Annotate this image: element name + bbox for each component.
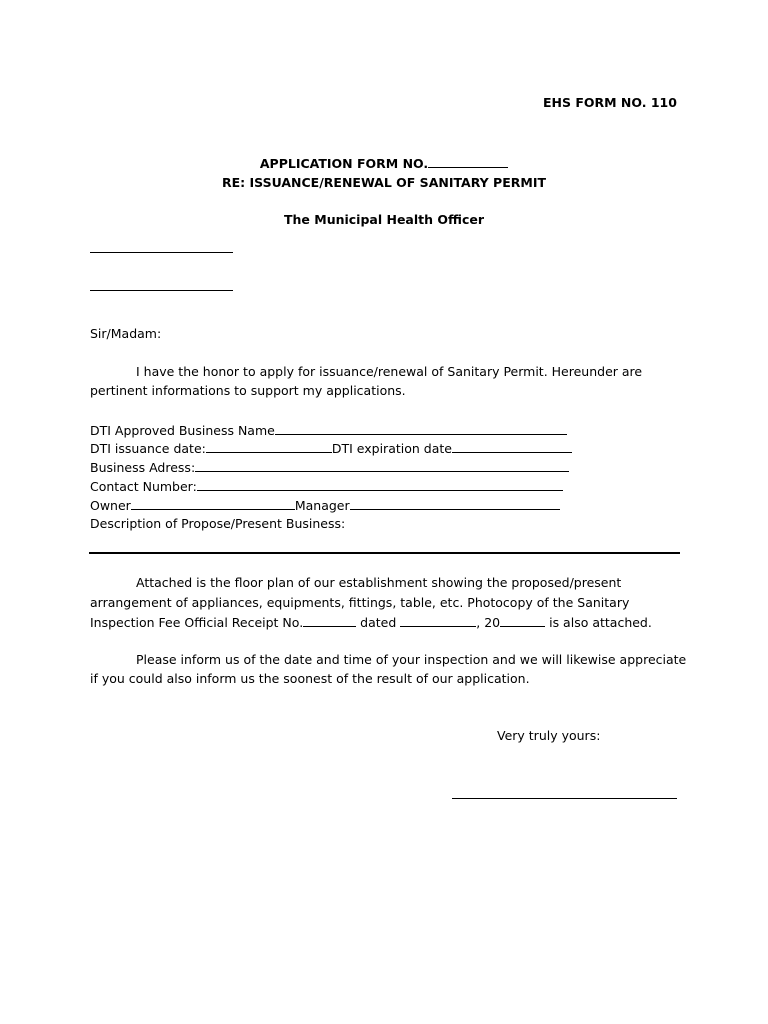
paragraph3-line-2: if you could also inform us the soonest of the result of our application. <box>90 671 530 686</box>
signature-line[interactable] <box>452 798 677 799</box>
issuance-date-label: DTI issuance date: <box>90 441 206 456</box>
field-description: Description of Propose/Present Business: <box>90 516 346 531</box>
attached-label: is also attached. <box>545 615 652 630</box>
intro-line-2: pertinent informations to support my applications. <box>90 383 406 398</box>
addressee-name-blank[interactable] <box>90 252 233 253</box>
business-address-label: Business Adress: <box>90 460 196 475</box>
addressee-address-blank[interactable] <box>90 290 233 291</box>
receipt-date-blank[interactable] <box>400 614 476 627</box>
ehs-form-number: EHS FORM NO. 110 <box>543 95 677 110</box>
business-name-blank[interactable] <box>275 422 567 435</box>
field-business-address <box>90 459 569 476</box>
manager-blank[interactable] <box>350 497 560 510</box>
intro-line-1: I have the honor to apply for issuance/renewal of Sanitary Permit. Hereunder are <box>136 364 643 379</box>
issuance-date-blank[interactable] <box>206 440 332 453</box>
receipt-year-blank[interactable] <box>500 614 545 627</box>
description-divider <box>89 552 680 554</box>
contact-number-blank[interactable] <box>197 478 563 491</box>
field-dti-dates <box>90 440 572 457</box>
expiration-date-label: DTI expiration date <box>331 441 452 456</box>
owner-blank[interactable] <box>131 497 295 510</box>
field-business-name <box>90 422 567 439</box>
application-form-label: APPLICATION FORM NO. <box>259 156 429 171</box>
paragraph2-line-1: Attached is the floor plan of our establishment showing the proposed/present <box>136 575 622 590</box>
addressee: The Municipal Health Officer <box>284 212 484 227</box>
business-address-blank[interactable] <box>195 459 569 472</box>
dated-label: dated <box>356 615 401 630</box>
owner-label: Owner <box>90 498 131 513</box>
salutation: Sir/Madam: <box>90 326 162 341</box>
manager-label: Manager <box>294 498 350 513</box>
application-number-blank[interactable] <box>428 155 508 168</box>
paragraph2-line-2: arrangement of appliances, equipments, fittings, table, etc. Photocopy of the Sanitary <box>90 595 630 610</box>
paragraph3-line-1: Please inform us of the date and time of your inspection and we will likewise appreciate <box>136 652 687 667</box>
business-name-label: DTI Approved Business Name <box>90 423 275 438</box>
year-prefix: , 20 <box>476 615 501 630</box>
receipt-number-blank[interactable] <box>303 614 356 627</box>
re-line: RE: ISSUANCE/RENEWAL OF SANITARY PERMIT <box>222 175 546 190</box>
closing: Very truly yours: <box>497 728 601 743</box>
expiration-date-blank[interactable] <box>452 440 572 453</box>
paragraph2-line-3 <box>90 614 652 631</box>
application-form-number <box>0 155 768 172</box>
field-contact-number <box>90 478 563 495</box>
contact-number-label: Contact Number: <box>90 479 197 494</box>
receipt-label: Inspection Fee Official Receipt No. <box>90 615 304 630</box>
field-owner-manager <box>90 497 560 514</box>
